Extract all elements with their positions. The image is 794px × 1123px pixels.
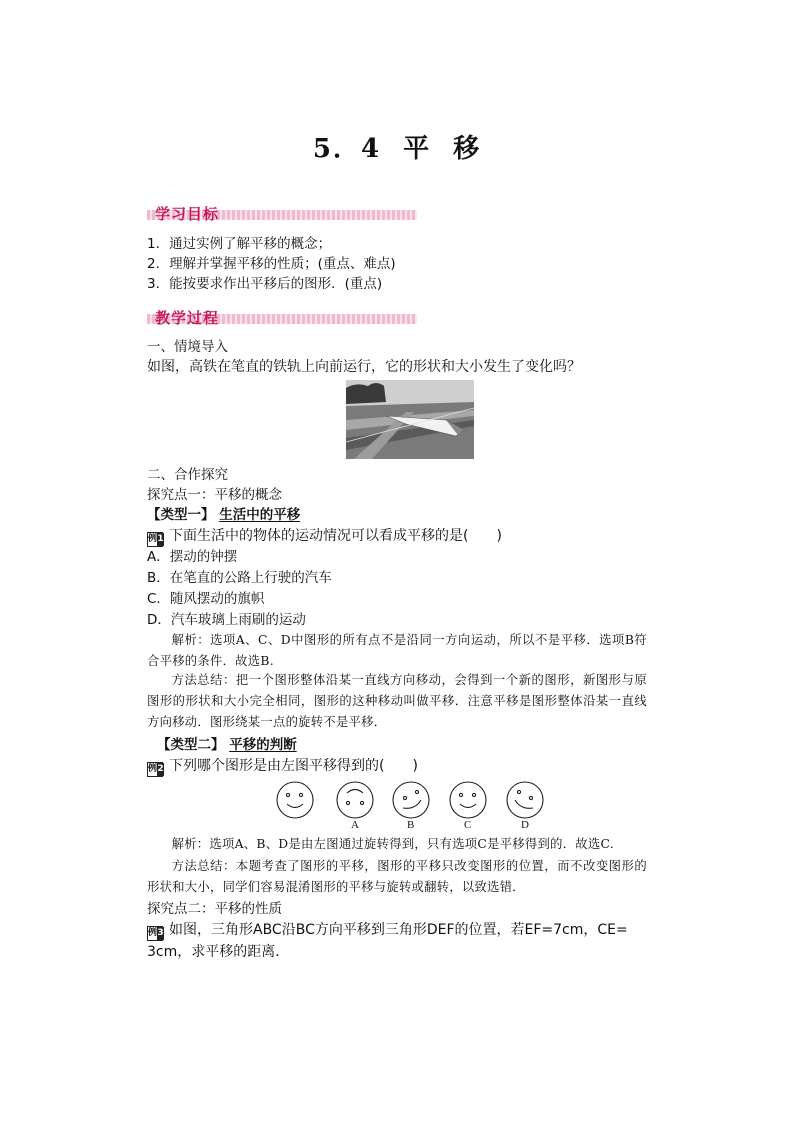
example3-question bbox=[147, 920, 628, 941]
option-b: B．在笔直的公路上行驶的汽车 bbox=[147, 570, 332, 586]
example2-text: 下列哪个图形是由左图平移得到的( ) bbox=[169, 758, 418, 774]
example1-question bbox=[147, 526, 502, 547]
example2-question bbox=[147, 756, 418, 777]
section1-text: 如图，高铁在笔直的铁轨上向前运行，它的形状和大小发生了变化吗？ bbox=[147, 359, 581, 375]
goals-banner bbox=[147, 203, 417, 225]
point2-heading: 探究点二：平移的性质 bbox=[147, 901, 282, 917]
title-char-2: 移 bbox=[453, 134, 482, 164]
example1-tag: 例1 bbox=[147, 532, 163, 547]
goal-item: 2．理解并掌握平移的性质；(重点、难点) bbox=[147, 256, 396, 272]
example3-text-line2: 3cm，求平移的距离． bbox=[147, 944, 290, 960]
process-banner bbox=[147, 307, 417, 329]
face-label-c: C bbox=[464, 819, 472, 831]
type2-heading bbox=[157, 735, 297, 755]
goal-item: 3．能按要求作出平移后的图形．(重点) bbox=[147, 276, 383, 292]
face-label-b: B bbox=[407, 819, 415, 831]
face-original bbox=[277, 782, 313, 818]
point1-heading: 探究点一：平移的概念 bbox=[147, 487, 282, 503]
section1-heading: 一、情境导入 bbox=[147, 339, 228, 355]
type2-tag: 【类型二】 bbox=[157, 737, 225, 753]
example1-text: 下面生活中的物体的运动情况可以看成平移的是( ) bbox=[169, 528, 502, 544]
face-b bbox=[393, 782, 429, 818]
type1-tag: 【类型一】 bbox=[147, 507, 215, 523]
goals-banner-label: 学习目标 bbox=[155, 205, 220, 223]
example2-summary: 方法总结：本题考查了图形的平移，图形的平移只改变图形的位置，而不改变图形的形状和大小，同学们容易混淆图形的平移与旋转或翻转，以致选错． bbox=[147, 859, 647, 894]
option-a: A．摆动的钟摆 bbox=[147, 549, 238, 565]
face-label-a: A bbox=[351, 819, 359, 831]
section-number: 5．4 bbox=[312, 134, 382, 164]
option-d: D．汽车玻璃上雨刷的运动 bbox=[147, 612, 306, 628]
face-a bbox=[337, 782, 373, 818]
goal-item: 1．通过实例了解平移的概念； bbox=[147, 236, 332, 252]
example2-solution: 解析：选项A、B、D是由左图通过旋转得到，只有选项C是平移得到的．故选C. bbox=[171, 837, 614, 851]
type1-heading bbox=[147, 505, 300, 525]
type1-name: 生活中的平移 bbox=[219, 507, 301, 523]
type2-name: 平移的判断 bbox=[229, 737, 297, 753]
face-c bbox=[450, 782, 486, 818]
option-c: C．随风摆动的旗帜 bbox=[147, 591, 265, 607]
title-char-1: 平 bbox=[403, 134, 432, 164]
train-photo bbox=[346, 380, 474, 459]
face-d bbox=[507, 782, 543, 818]
face-label-d: D bbox=[521, 819, 529, 831]
process-banner-label: 教学过程 bbox=[155, 309, 220, 327]
example3-text-line1: 如图，三角形ABC沿BC方向平移到三角形DEF的位置，若EF=7cm，CE= bbox=[169, 922, 628, 938]
example1-solution: 解析：选项A、C、D中图形的所有点不是沿同一方向运动，所以不是平移．选项B符合平移的条件．故选B. bbox=[147, 633, 647, 668]
example3-tag: 例3 bbox=[147, 926, 163, 941]
page-title bbox=[0, 128, 794, 165]
example1-summary: 方法总结：把一个图形整体沿某一直线方向移动，会得到一个新的图形，新图形与原图形的形状和大小完全相同，图形的这种移动叫做平移．注意平移是图形整体沿某一直线方向移动．图形绕某一点的旋转不是平移． bbox=[147, 673, 647, 729]
section2-heading: 二、合作探究 bbox=[147, 467, 228, 483]
example2-tag: 例2 bbox=[147, 762, 163, 777]
